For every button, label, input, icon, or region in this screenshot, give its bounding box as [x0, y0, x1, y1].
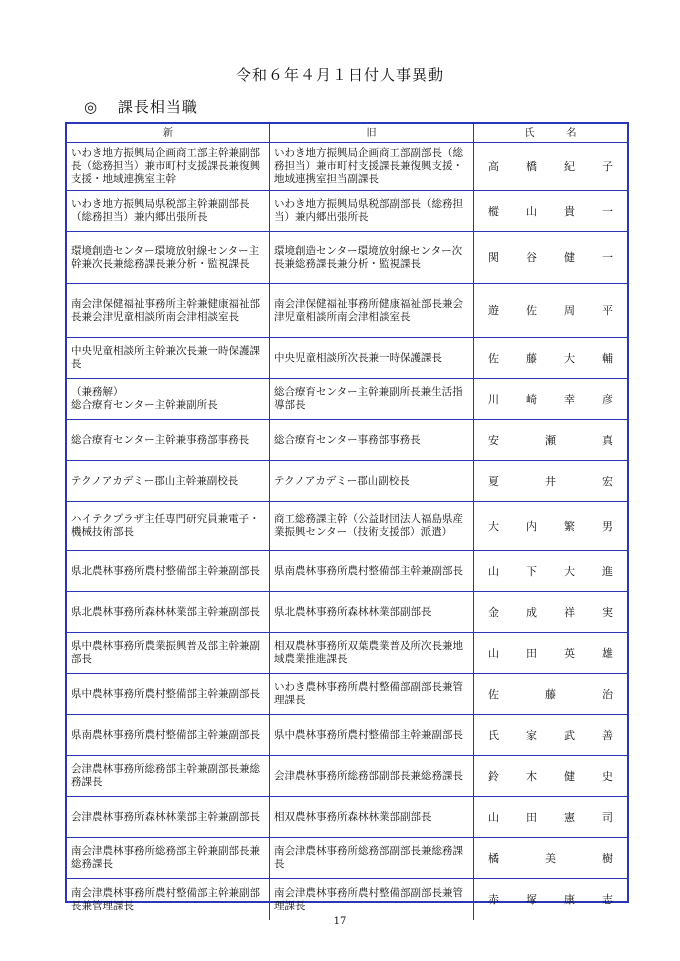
old-position-cell [270, 461, 474, 501]
name-cell [474, 674, 627, 714]
name-char: 山 [488, 810, 499, 824]
section-header [84, 96, 198, 117]
new-position-text: 環境創造センター環境放射線センター主幹兼次長兼総務課長兼分析・監視課長 [71, 244, 260, 270]
table-row [67, 420, 627, 461]
old-position-text: 商工総務課主幹（公益財団法人福島県産業振興センター（技術支援部）派遣） [274, 513, 463, 538]
name-cell [474, 420, 627, 460]
name-char: 山 [488, 646, 499, 660]
table-row [67, 191, 627, 232]
name-char: 成 [526, 605, 537, 619]
person-name [488, 852, 613, 865]
person-name [488, 393, 613, 406]
name-char: 田 [526, 810, 537, 824]
table-body [67, 143, 627, 920]
old-position-text: 県中農林事務所農村整備部主幹兼副部長 [274, 728, 463, 741]
old-position-cell [270, 379, 474, 419]
old-position-cell [270, 551, 474, 591]
new-position-cell [67, 715, 270, 755]
name-cell [474, 338, 627, 378]
name-char: 赤 [488, 893, 499, 906]
person-name [488, 475, 613, 488]
new-position-cell [67, 674, 270, 714]
header-name-surname: 氏 [524, 127, 535, 139]
name-char: 大 [564, 564, 575, 578]
name-char: 藤 [545, 687, 556, 701]
name-cell [474, 551, 627, 591]
new-position-text: 県北農林事務所農村整備部主幹兼副部長 [71, 564, 260, 577]
name-char: 下 [526, 564, 537, 578]
new-position-text: 県南農林事務所農村整備部主幹兼副部長 [71, 728, 260, 741]
person-name [488, 520, 613, 533]
name-char: 英 [564, 646, 575, 660]
name-char: 安 [488, 433, 499, 447]
name-char: 進 [602, 564, 613, 578]
old-position-cell [270, 191, 474, 231]
person-name [488, 160, 613, 173]
old-position-cell [270, 674, 474, 714]
new-position-text: ハイテクプラザ主任専門研究員兼電子・機械技術部長 [71, 513, 260, 538]
person-name [488, 565, 613, 578]
name-char: 男 [602, 519, 613, 533]
table-row [67, 592, 627, 633]
table-row [67, 674, 627, 715]
new-position-cell [67, 232, 270, 283]
new-position-text: （兼務解） 総合療育センター主幹兼副所長 [71, 386, 218, 411]
name-char: 鈴 [488, 769, 499, 783]
table-row [67, 551, 627, 592]
new-position-text: 県中農林事務所農業振興普及部主幹兼副部長 [71, 640, 260, 665]
name-char: 健 [564, 769, 575, 783]
new-position-cell [67, 502, 270, 550]
new-position-cell [67, 756, 270, 796]
header-old: 旧 [270, 124, 474, 142]
new-position-cell [67, 420, 270, 460]
name-char: 子 [602, 160, 613, 173]
name-char: 氏 [488, 728, 499, 742]
page-number: 17 [333, 916, 347, 927]
person-name [488, 434, 613, 447]
table-row [67, 838, 627, 879]
new-position-cell [67, 797, 270, 837]
new-position-cell [67, 838, 270, 878]
new-position-cell [67, 338, 270, 378]
new-position-text: 会津農林事務所森林林業部主幹兼副部長 [71, 810, 260, 823]
name-char: 大 [488, 519, 499, 533]
table-header-row [67, 124, 627, 143]
new-position-text: 会津農林事務所総務部主幹兼副部長兼総務課長 [71, 763, 260, 788]
name-char: 遊 [488, 304, 499, 317]
name-char: 紀 [564, 160, 575, 173]
name-char: 史 [602, 769, 613, 783]
name-char: 藤 [526, 351, 537, 365]
person-name [488, 893, 613, 906]
person-name [488, 811, 613, 824]
old-position-text: 環境創造センター環境放射線センター次長兼総務課長兼分析・監視課長 [274, 244, 463, 270]
name-char: 健 [564, 251, 575, 264]
new-position-text: いわき地方振興局企画商工部主幹兼副部長（総務担当）兼市町村支援課長兼復興支援・地域連携室主幹 [71, 147, 260, 185]
table-row [67, 338, 627, 379]
new-position-text: 南会津農林事務所農村整備部主幹兼副部長兼管理課長 [71, 886, 260, 912]
name-char: 一 [602, 204, 613, 218]
person-name [488, 205, 613, 218]
page-title: 令和６年４月１日付人事異動 [235, 66, 444, 84]
old-position-text: 県南農林事務所農村整備部主幹兼副部長 [274, 564, 463, 577]
person-name [488, 606, 613, 619]
name-char: 志 [602, 893, 613, 906]
new-position-cell [67, 143, 270, 190]
person-name [488, 647, 613, 660]
new-position-cell [67, 551, 270, 591]
new-position-text: 南会津保健福祉事務所主幹兼健康福祉部長兼会津児童相談所南会津相談室長 [71, 297, 260, 323]
old-position-text: 南会津保健福祉事務所健康福祉部長兼会津児童相談所南会津相談室長 [274, 297, 463, 323]
old-position-cell [270, 633, 474, 673]
name-char: 佐 [488, 687, 499, 701]
new-position-text: 総合療育センター主幹兼事務部事務長 [71, 433, 250, 446]
name-char: 武 [564, 728, 575, 742]
old-position-cell [270, 143, 474, 190]
name-char: 関 [488, 251, 499, 264]
old-position-text: 会津農林事務所総務部副部長兼総務課長 [274, 769, 463, 782]
name-char: 周 [564, 304, 575, 317]
name-cell [474, 461, 627, 501]
name-char: 佐 [488, 351, 499, 365]
new-position-text: いわき地方振興局県税部主幹兼副部長（総務担当）兼内郷出張所長 [71, 198, 250, 223]
old-position-cell [270, 284, 474, 337]
name-char: 貴 [564, 204, 575, 218]
new-position-cell [67, 379, 270, 419]
new-position-text: 県北農林事務所森林林業部主幹兼副部長 [71, 605, 260, 618]
name-cell [474, 797, 627, 837]
name-char: 繁 [564, 519, 575, 533]
name-char: 善 [602, 728, 613, 742]
table-row [67, 797, 627, 838]
name-char: 山 [488, 564, 499, 578]
name-char: 治 [602, 687, 613, 701]
name-char: 康 [564, 893, 575, 906]
name-char: 木 [526, 769, 537, 783]
new-position-text: 中央児童相談所主幹兼次長兼一時保護課長 [71, 345, 260, 370]
table-row [67, 284, 627, 338]
name-cell [474, 592, 627, 632]
name-char: 内 [526, 519, 537, 533]
name-char: 崎 [526, 392, 537, 406]
old-position-text: いわき地方振興局県税部副部長（総務担当）兼内郷出張所長 [274, 198, 463, 223]
old-position-cell [270, 879, 474, 920]
name-char: 夏 [488, 474, 499, 488]
name-char: 宏 [602, 474, 613, 488]
section-label: 課長相当職 [117, 98, 198, 116]
name-cell [474, 284, 627, 337]
new-position-cell [67, 592, 270, 632]
name-cell [474, 879, 627, 920]
name-char: 輔 [602, 351, 613, 365]
name-char: 谷 [526, 251, 537, 264]
name-char: 田 [526, 646, 537, 660]
person-name [488, 688, 613, 701]
name-char: 川 [488, 392, 499, 406]
name-cell [474, 379, 627, 419]
person-name [488, 304, 613, 317]
name-char: 平 [602, 304, 613, 317]
old-position-text: 県北農林事務所森林林業部副部長 [274, 605, 432, 618]
header-name-given: 名 [566, 127, 577, 139]
old-position-cell [270, 338, 474, 378]
name-cell [474, 715, 627, 755]
name-char: 幸 [564, 392, 575, 406]
header-new: 新 [67, 124, 270, 142]
old-position-cell [270, 838, 474, 878]
name-char: 司 [602, 810, 613, 824]
old-position-text: 相双農林事務所双葉農業普及所次長兼地域農業推進課長 [274, 640, 463, 665]
name-cell [474, 838, 627, 878]
old-position-text: 南会津農林事務所総務部副部長兼総務課長 [274, 845, 463, 870]
name-char: 実 [602, 605, 613, 619]
name-char: 雄 [602, 646, 613, 660]
name-char: 憲 [564, 810, 575, 824]
old-position-cell [270, 502, 474, 550]
old-position-cell [270, 715, 474, 755]
name-char: 美 [545, 851, 556, 865]
name-char: 真 [602, 433, 613, 447]
old-position-cell [270, 232, 474, 283]
name-char: 高 [488, 160, 499, 173]
new-position-text: 県中農林事務所農村整備部主幹兼副部長 [71, 687, 260, 700]
header-name [474, 124, 627, 142]
name-char: 大 [564, 351, 575, 365]
name-char: 家 [526, 728, 537, 742]
person-name [488, 770, 613, 783]
name-char: 金 [488, 605, 499, 619]
table-row [67, 502, 627, 551]
name-char: 佐 [526, 304, 537, 317]
name-cell [474, 502, 627, 550]
name-cell [474, 756, 627, 796]
name-char: 一 [602, 251, 613, 264]
old-position-text: いわき地方振興局企画商工部副部長（総務担当）兼市町村支援課長兼復興支援・地域連携室担当副課長 [274, 147, 463, 185]
name-char: 橘 [488, 851, 499, 865]
old-position-text: いわき農林事務所農村整備部副部長兼管理課長 [274, 681, 463, 706]
new-position-cell [67, 879, 270, 920]
name-cell [474, 633, 627, 673]
old-position-cell [270, 797, 474, 837]
person-name [488, 352, 613, 365]
old-position-text: 南会津農林事務所農村整備部副部長兼管理課長 [274, 886, 463, 912]
old-position-text: 中央児童相談所次長兼一時保護課長 [274, 351, 442, 364]
name-char: 祥 [564, 605, 575, 619]
old-position-cell [270, 420, 474, 460]
table-row [67, 143, 627, 191]
name-char: 樅 [488, 204, 499, 218]
double-circle-icon: ◎ [84, 98, 99, 116]
name-char: 井 [545, 474, 556, 488]
name-cell [474, 191, 627, 231]
new-position-text: 南会津農林事務所総務部主幹兼副部長兼総務課長 [71, 845, 260, 870]
name-char: 山 [526, 204, 537, 218]
new-position-cell [67, 191, 270, 231]
name-cell [474, 232, 627, 283]
table-row [67, 232, 627, 284]
table-row [67, 715, 627, 756]
old-position-text: テクノアカデミー郡山副校長 [274, 474, 410, 487]
name-char: 樹 [602, 851, 613, 865]
person-name [488, 251, 613, 264]
table-row [67, 879, 627, 920]
new-position-cell [67, 284, 270, 337]
table-row [67, 461, 627, 502]
old-position-cell [270, 592, 474, 632]
personnel-table [65, 122, 629, 912]
old-position-cell [270, 756, 474, 796]
old-position-text: 相双農林事務所森林林業部副部長 [274, 810, 432, 823]
new-position-text: テクノアカデミー郡山主幹兼副校長 [71, 474, 239, 487]
name-char: 瀬 [545, 433, 556, 447]
old-position-text: 総合療育センター事務部事務長 [274, 433, 421, 446]
name-char: 橋 [526, 160, 537, 173]
new-position-cell [67, 633, 270, 673]
old-position-text: 総合療育センター主幹兼副所長兼生活指導部長 [274, 386, 463, 411]
table-row [67, 633, 627, 674]
name-char: 彦 [602, 392, 613, 406]
table-row [67, 379, 627, 420]
name-cell [474, 143, 627, 190]
table-row [67, 756, 627, 797]
name-char: 塚 [526, 893, 537, 906]
person-name [488, 729, 613, 742]
new-position-cell [67, 461, 270, 501]
